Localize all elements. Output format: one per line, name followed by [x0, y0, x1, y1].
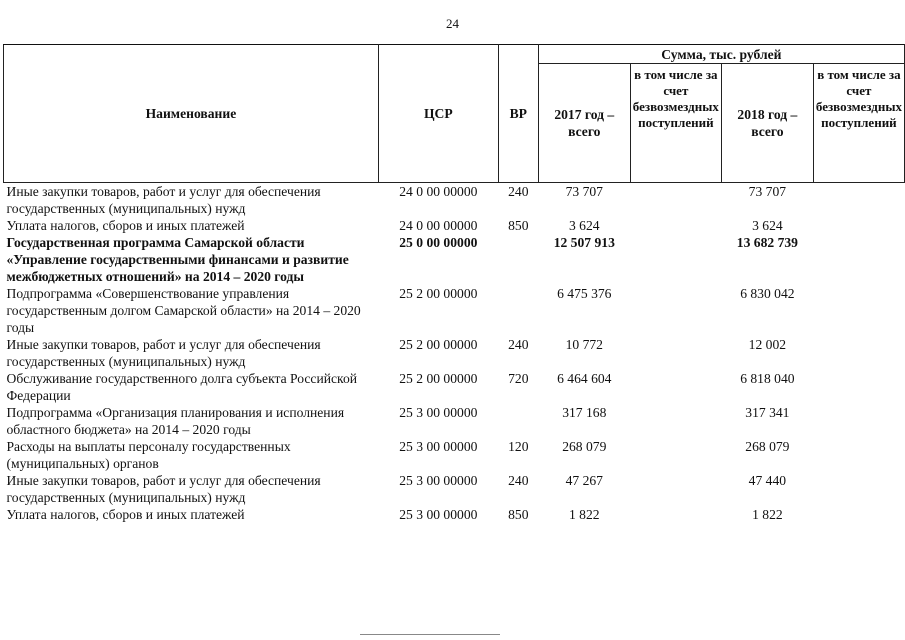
- row-csr: 25 3 00 00000: [399, 507, 478, 522]
- row-vr: 240: [508, 337, 529, 352]
- header-csr: ЦСР: [378, 45, 498, 183]
- row-2018-total: 1 822: [752, 507, 783, 522]
- table-row: [4, 234, 905, 285]
- row-csr: 24 0 00 00000: [399, 218, 478, 233]
- page-number: 24: [446, 16, 459, 31]
- row-csr: 25 3 00 00000: [399, 439, 478, 454]
- row-csr: 25 3 00 00000: [399, 473, 478, 488]
- footer-divider: [360, 634, 500, 635]
- row-csr: 25 2 00 00000: [399, 371, 478, 386]
- row-2017-free: [630, 506, 721, 523]
- budget-table: [3, 44, 905, 523]
- row-2017-total: 317 168: [562, 405, 607, 420]
- header-sum-group: Сумма, тыс. рублей: [538, 45, 904, 64]
- row-2018-total: 47 440: [748, 473, 787, 488]
- row-name: Обслуживание государственного долга субъекта Российской Федерации: [6, 371, 358, 403]
- row-csr: 25 0 00 00000: [399, 235, 478, 250]
- row-vr: 240: [508, 473, 529, 488]
- row-vr: [498, 404, 538, 438]
- row-name: Иные закупки товаров, работ и услуг для обеспечения государственных (муниципальных) нужд: [6, 473, 321, 505]
- row-2017-free: [630, 234, 721, 285]
- row-2017-free: [630, 285, 721, 336]
- header-2017-total: 2017 год – всего: [538, 64, 630, 183]
- row-2018-free: [813, 506, 904, 523]
- row-2018-free: [813, 370, 904, 404]
- row-2018-total: 12 002: [748, 337, 787, 352]
- row-vr: 850: [508, 218, 529, 233]
- row-2018-free: [813, 234, 904, 285]
- row-name: Подпрограмма «Совершенствование управления государственным долгом Самарской области» на 2014 – 2020 годы: [6, 286, 361, 335]
- row-2017-total: 10 772: [565, 337, 603, 352]
- row-2017-free: [630, 438, 721, 472]
- header-vr: ВР: [498, 45, 538, 183]
- row-2017-total: 6 464 604: [557, 371, 612, 386]
- row-2017-total: 268 079: [562, 439, 607, 454]
- row-2018-total: 6 830 042: [740, 286, 795, 301]
- row-2018-free: [813, 217, 904, 234]
- row-2017-free: [630, 370, 721, 404]
- row-name: Подпрограмма «Организация планирования и исполнения областного бюджета» на 2014 – 2020 годы: [6, 405, 345, 437]
- row-2018-total: 3 624: [752, 218, 783, 233]
- row-2018-total: 268 079: [745, 439, 790, 454]
- table-row: [4, 506, 905, 523]
- row-name: Расходы на выплаты персоналу государственных (муниципальных) органов: [6, 439, 291, 471]
- row-2017-total: 12 507 913: [553, 235, 615, 250]
- header-2017-free: в том числе за счет безвозмездных поступлений: [630, 64, 721, 183]
- table-body: [4, 183, 905, 524]
- row-2017-total: 6 475 376: [557, 286, 612, 301]
- row-csr: 25 3 00 00000: [399, 405, 478, 420]
- row-name: Иные закупки товаров, работ и услуг для обеспечения государственных (муниципальных) нужд: [6, 184, 321, 216]
- row-2018-total: 6 818 040: [740, 371, 795, 386]
- table-header: [4, 45, 905, 183]
- row-name: Уплата налогов, сборов и иных платежей: [6, 218, 245, 233]
- row-2017-free: [630, 472, 721, 506]
- row-2017-total: 3 624: [568, 218, 600, 233]
- row-2017-free: [630, 404, 721, 438]
- row-vr: [498, 234, 538, 285]
- row-vr: 240: [508, 184, 529, 199]
- row-name: Иные закупки товаров, работ и услуг для обеспечения государственных (муниципальных) нужд: [6, 337, 321, 369]
- row-2018-total: 73 707: [748, 184, 787, 199]
- row-2017-total: 1 822: [568, 507, 600, 522]
- row-csr: 24 0 00 00000: [399, 184, 478, 199]
- row-2017-free: [630, 183, 721, 218]
- table-row: [4, 370, 905, 404]
- row-2018-free: [813, 336, 904, 370]
- row-vr: 120: [508, 439, 529, 454]
- table-row: [4, 404, 905, 438]
- row-2018-total: 13 682 739: [736, 235, 798, 250]
- row-vr: [498, 285, 538, 336]
- row-2018-free: [813, 183, 904, 218]
- table-row: [4, 472, 905, 506]
- row-vr: 720: [508, 371, 529, 386]
- row-2017-total: 73 707: [565, 184, 603, 199]
- row-vr: 850: [508, 507, 529, 522]
- row-2017-total: 47 267: [565, 473, 603, 488]
- row-2018-free: [813, 285, 904, 336]
- row-2017-free: [630, 217, 721, 234]
- table-row: [4, 217, 905, 234]
- row-name: Уплата налогов, сборов и иных платежей: [6, 507, 245, 522]
- table-row: [4, 183, 905, 218]
- header-2018-free: в том числе за счет безвозмездных поступлений: [813, 64, 904, 183]
- row-2018-free: [813, 404, 904, 438]
- row-2017-free: [630, 336, 721, 370]
- table-row: [4, 285, 905, 336]
- header-2018-total: 2018 год – всего: [721, 64, 813, 183]
- table-row: [4, 336, 905, 370]
- row-2018-free: [813, 438, 904, 472]
- row-2018-free: [813, 472, 904, 506]
- table-row: [4, 438, 905, 472]
- row-2018-total: 317 341: [745, 405, 790, 420]
- row-csr: 25 2 00 00000: [399, 286, 478, 301]
- row-name: Государственная программа Самарской области «Управление государственными финансами и развитие межбюджетных отношений» на 2014 – 2020 годы: [6, 235, 349, 284]
- header-name: Наименование: [4, 45, 379, 183]
- row-csr: 25 2 00 00000: [399, 337, 478, 352]
